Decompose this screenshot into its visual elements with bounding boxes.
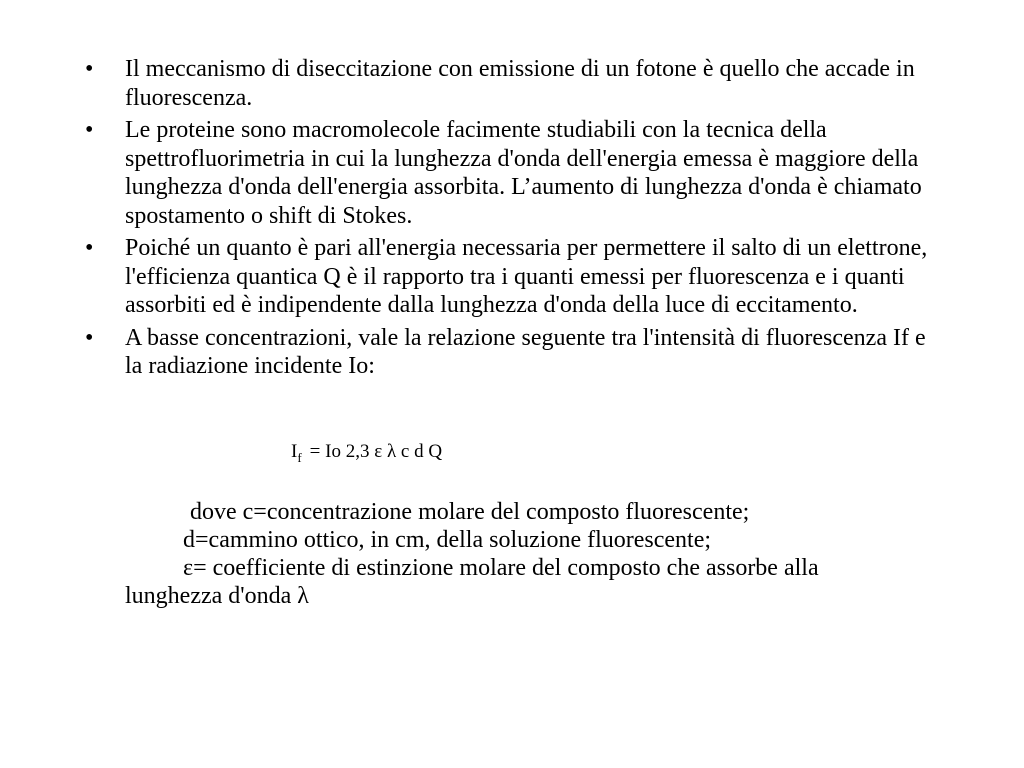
- bullet-text: Il meccanismo di diseccitazione con emissione di un fotone è quello che accade in fluorescenza.: [125, 56, 915, 111]
- bullet-marker: •: [85, 117, 94, 143]
- bullet-text: Le proteine sono macromolecole facimente studiabili con la tecnica della spettrofluorimetria in cui la lunghezza d'onda dell'energia emessa è maggiore della lunghezza d'onda dell'energia assorbita. L’aumento di lunghezza d'onda è chiamato spostamento o shift di Stokes.: [125, 117, 922, 229]
- legend-line-wavelength: lunghezza d'onda λ: [125, 583, 309, 609]
- bullet-list: [85, 55, 945, 385]
- formula-legend: [125, 498, 945, 610]
- formula-lhs-subscript: f: [297, 450, 302, 465]
- legend-line-path: d=cammino ottico, in cm, della soluzione fluorescente;: [183, 527, 712, 553]
- bullet-item: [85, 116, 945, 230]
- legend-line-extinction: ε= coefficiente di estinzione molare del composto che assorbe alla: [183, 555, 819, 581]
- bullet-text: A basse concentrazioni, vale la relazione seguente tra l'intensità di fluorescenza If e la radiazione incidente Io:: [125, 324, 926, 379]
- formula-rhs: = Io 2,3 ε λ c d Q: [309, 441, 443, 462]
- bullet-item: [85, 55, 945, 112]
- fluorescence-formula: [291, 440, 442, 465]
- bullet-marker: •: [85, 324, 94, 351]
- bullet-item: [85, 234, 945, 320]
- legend-line-concentration: dove c=concentrazione molare del composto fluorescente;: [190, 499, 750, 525]
- bullet-item: [85, 324, 945, 381]
- bullet-marker: •: [85, 235, 94, 261]
- bullet-marker: •: [85, 56, 94, 82]
- formula-lhs: I: [291, 441, 298, 462]
- bullet-text: Poiché un quanto è pari all'energia necessaria per permettere il salto di un elettrone, l'efficienza quantica Q è il rapporto tra i quanti emessi per fluorescenza e i quanti assorbiti ed è indipendente dalla lunghezza d'onda della luce di eccitamento.: [125, 235, 928, 318]
